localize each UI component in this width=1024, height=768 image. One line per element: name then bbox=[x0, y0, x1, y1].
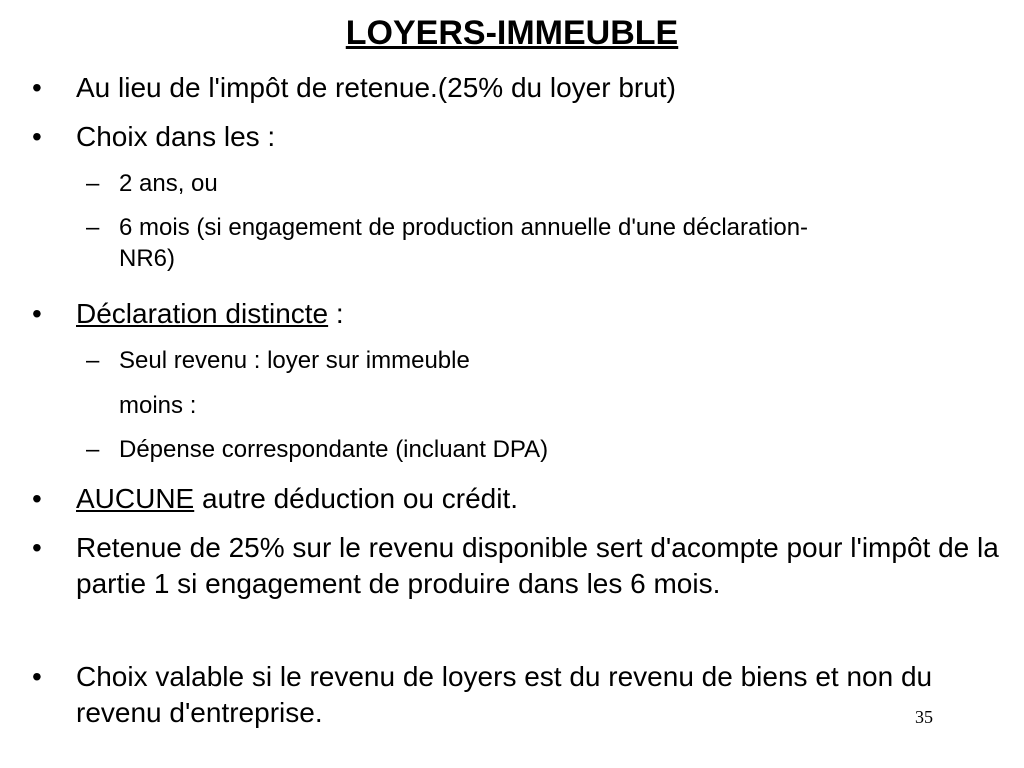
dash-marker: – bbox=[86, 436, 100, 463]
bullet-marker: • bbox=[32, 483, 42, 514]
bullet-item bbox=[32, 530, 1014, 602]
bullet-text: Au lieu de l'impôt de retenue.(25% du loyer brut) bbox=[76, 72, 676, 103]
bullet-marker: • bbox=[32, 532, 42, 563]
dash-marker: – bbox=[86, 347, 100, 374]
bullet-item bbox=[32, 70, 836, 106]
slide-title: LOYERS-IMMEUBLE bbox=[345, 14, 679, 52]
bullet-item bbox=[32, 659, 1014, 731]
sub-bullet-text: Seul revenu : loyer sur immeuble bbox=[119, 347, 470, 374]
bullet-item bbox=[32, 296, 836, 332]
sub-bullet-item bbox=[86, 434, 879, 465]
bullet-underlined-text: AUCUNE bbox=[76, 483, 195, 514]
bullet-underlined-text: Déclaration distincte bbox=[76, 298, 329, 329]
sub-bullet-item bbox=[86, 212, 859, 274]
dash-marker: – bbox=[86, 214, 100, 241]
bullet-text: autre déduction ou crédit. bbox=[194, 483, 518, 514]
page-number: 35 bbox=[915, 707, 933, 727]
sub-bullet-item bbox=[86, 345, 879, 376]
bullet-item bbox=[32, 119, 836, 155]
bullet-item bbox=[32, 481, 836, 517]
bullet-marker: • bbox=[32, 121, 42, 152]
bullet-text: : bbox=[328, 298, 344, 329]
sub-bullet-text: 6 mois (si engagement de production annuelle d'une déclaration-NR6) bbox=[119, 214, 809, 272]
bullet-marker: • bbox=[32, 72, 42, 103]
sub-bullet-text: moins : bbox=[119, 392, 197, 419]
sub-bullet-text: 2 ans, ou bbox=[119, 170, 218, 197]
bullet-text: Choix valable si le revenu de loyers est du revenu de biens et non du revenu d'entreprise. bbox=[76, 661, 933, 728]
sub-bullet-text: Dépense correspondante (incluant DPA) bbox=[119, 436, 549, 463]
sub-bullet-continuation bbox=[119, 390, 879, 421]
sub-bullet-item bbox=[86, 168, 879, 199]
bullet-marker: • bbox=[32, 661, 42, 692]
bullet-marker: • bbox=[32, 298, 42, 329]
bullet-text: Choix dans les : bbox=[76, 121, 276, 152]
dash-marker: – bbox=[86, 170, 100, 197]
bullet-text: Retenue de 25% sur le revenu disponible sert d'acompte pour l'impôt de la partie 1 si engagement de produire dans les 6 mois. bbox=[76, 532, 999, 599]
